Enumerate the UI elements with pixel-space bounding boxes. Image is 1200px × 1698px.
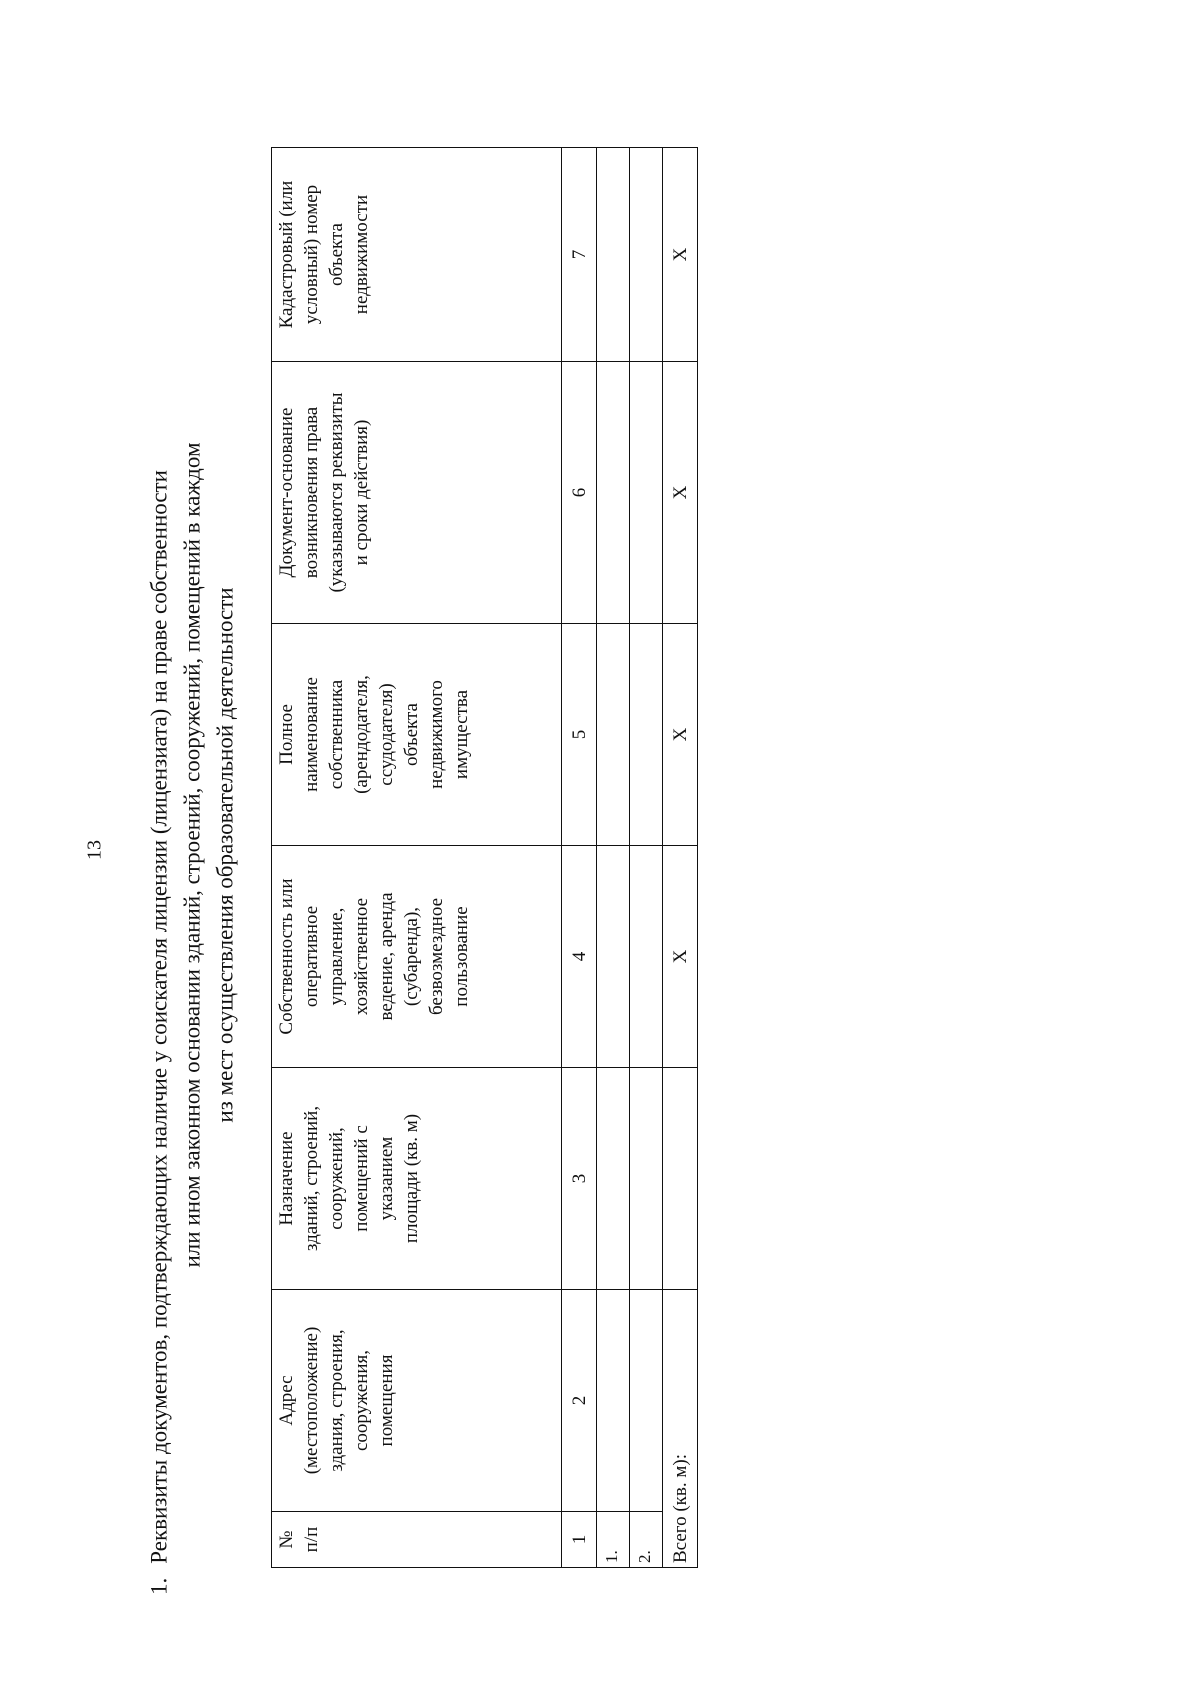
column-number-cell: 2 <box>562 1290 597 1512</box>
total-cell: X <box>663 362 698 624</box>
header-text: Адрес (местоположение) здания, строения, сооружения, помещения <box>276 1326 397 1475</box>
header-cell-purpose <box>272 1068 562 1290</box>
table-cell <box>597 1290 630 1512</box>
header-text: № п/п <box>276 1526 322 1553</box>
table-cell <box>630 1068 663 1290</box>
table-cell <box>597 1068 630 1290</box>
table-cell <box>597 362 630 624</box>
total-cell: X <box>663 846 698 1068</box>
table-cell <box>630 624 663 846</box>
header-cell-basis-document <box>272 362 562 624</box>
total-label: Всего (кв. м): <box>663 1290 698 1568</box>
header-cell-owner-name <box>272 624 562 846</box>
heading-line-3: из мест осуществления образовательной деятельности <box>212 587 238 1123</box>
column-number-row <box>562 148 597 1568</box>
column-number-cell: 5 <box>562 624 597 846</box>
total-cell: X <box>663 624 698 846</box>
table-cell <box>630 846 663 1068</box>
column-number-cell: 6 <box>562 362 597 624</box>
table-cell <box>630 1290 663 1512</box>
heading-number: 1. <box>146 1577 172 1595</box>
column-number-cell: 1 <box>562 1512 597 1568</box>
heading-line-1-text: Реквизиты документов, подтверждающих наличие у соискателя лицензии (лицензиата) на праве собственности <box>146 470 172 1564</box>
heading-line-2: или ином законном основании зданий, строений, сооружений, помещений в каждом <box>179 442 205 1268</box>
column-number-cell: 3 <box>562 1068 597 1290</box>
column-number-cell: 7 <box>562 148 597 362</box>
table-cell <box>597 624 630 846</box>
row-number-cell: 2. <box>630 1512 663 1568</box>
header-text: Полное наименование собственника (арендодателя, ссудодателя) объекта недвижимого имущества <box>276 675 472 794</box>
header-cell-ownership <box>272 846 562 1068</box>
total-row <box>663 148 698 1568</box>
table-row <box>630 148 663 1568</box>
header-cell-cadastral-number <box>272 148 562 362</box>
premises-table <box>271 147 698 1568</box>
header-text: Назначение зданий, строений, сооружений, помещений с указанием площади (кв. м) <box>276 1105 422 1252</box>
header-text: Собственность или оперативное управление, хозяйственное ведение, аренда (субаренда), безвозмездное пользование <box>276 878 472 1035</box>
total-cell: X <box>663 148 698 362</box>
table-row <box>597 148 630 1568</box>
header-cell-number <box>272 1512 562 1568</box>
header-cell-address <box>272 1290 562 1512</box>
row-number-cell: 1. <box>597 1512 630 1568</box>
total-area-cell <box>663 1068 698 1290</box>
section-heading <box>143 115 242 1595</box>
header-text: Кадастровый (или условный) номер объекта недвижимости <box>276 180 372 329</box>
table-header-row <box>272 148 562 1568</box>
header-text: Документ-основание возникновения права (указываются реквизиты и сроки действия) <box>276 392 372 593</box>
table-cell <box>630 148 663 362</box>
table-cell <box>597 846 630 1068</box>
table-cell <box>630 362 663 624</box>
premises-table-container <box>271 148 691 1568</box>
column-number-cell: 4 <box>562 846 597 1068</box>
page-number: 13 <box>83 840 106 860</box>
table-cell <box>597 148 630 362</box>
heading-line-1 <box>143 115 176 1595</box>
